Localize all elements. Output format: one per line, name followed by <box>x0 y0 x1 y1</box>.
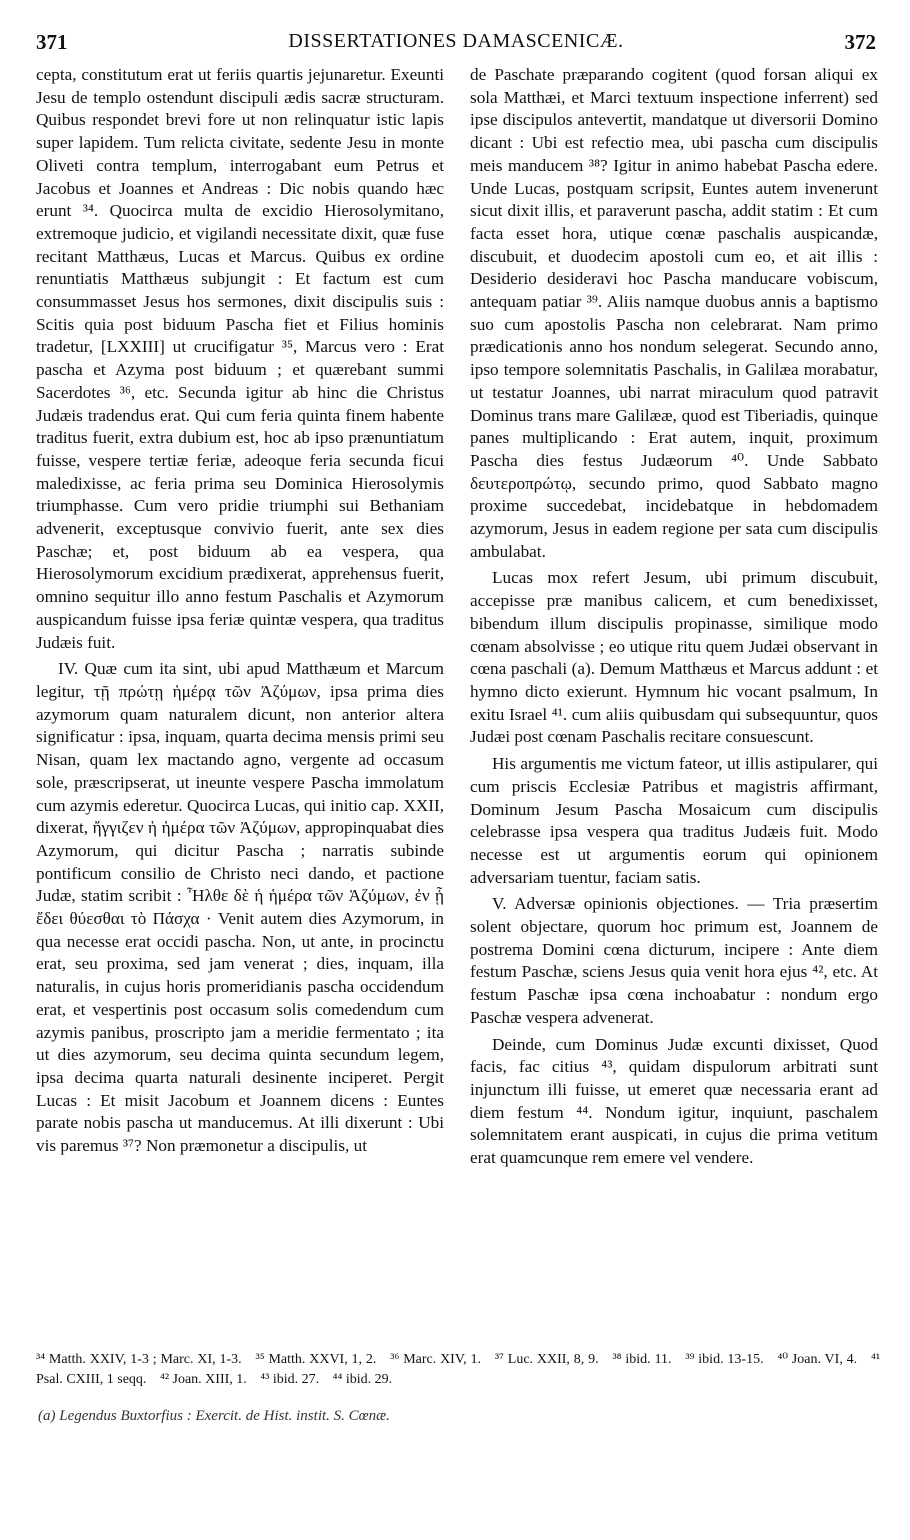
paragraph: de Paschate præparando cogitent (quod forsan aliqui ex sola Matthæi, et Marci textuum inspectione inferrent) sed ipse discipulos antevertit, mandatque ut diversorii Domino dicant : Ubi est refectio mea, ubi pascha cum discipulis meis manducem ³⁸? Igitur in animo habebat Pascha edere. Unde Lucas, postquam scripsit, Euntes autem invenerunt sicut dixit illis, et paraverunt pascha, addit statim : Et cum facta esset hora, utique cœnæ paschalis auspicandæ, discubuit, et duodecim apostoli cum eo, et ait illis : Desiderio desideravi hoc Pascha manducare vobiscum, antequam patiar ³⁹. Aliis namque duobus annis a baptismo suo cum apostolis Pascha non celebrarat. Nam primo prædicationis anno hos nondum selegerat. Secundo anno, ipso tempore solemnitatis Paschalis, in Galilæa morabatur, ut testatur Joannes, ubi narrat miraculum quod patravit Dominus trans mare Galilææ, quod est Tiberiadis, quinque panes multiplicando : Erat autem, inquit, proximum Pascha dies festus Judæorum ⁴⁰. Unde Sabbato δευτεροπρώτῳ, secundo primo, quod Sabbato magno proxime succedebat, incidebatque in hebdomadem azymorum, Jesus in eadem regione per sata cum discipulis ambulabat. <box>470 65 878 561</box>
paragraph: Lucas mox refert Jesum, ubi primum discubuit, accepisse præ manibus calicem, et cum benedixisset, bibendum illum discipulis propinasse, similique modo cœnam absolvisse ; eo utique ritu quem Judæi observant in cœna paschali (a). Demum Matthæus et Marcus addunt : et hymno dicto exierunt. Hymnum hic vocant psalmum, In exitu Israel ⁴¹. cum aliis quibusdam qui subsequuntur, quos Judæi post cœnam Paschalis recitare consuescunt. <box>470 568 878 747</box>
footnotes <box>36 1350 880 1390</box>
footnote: ⁴⁴ ibid. 29. <box>332 1372 393 1387</box>
left-column <box>36 64 444 1158</box>
right-column <box>470 64 878 1170</box>
paragraph: cepta, constitutum erat ut feriis quartis jejunaretur. Exeunti Jesu de templo ostendunt discipuli ædis sacræ structuram. Quibus respondet brevi fore ut non relinquatur istic lapis super lapidem. Tum relicta civitate, sedente Jesu in monte Oliveti contra templum, interrogabant eum Petrus et Jacobus et Joannes et Andreas : Dic nobis quando hæc erunt ³⁴. Quocirca multa de excidio Hierosolymitano, extremoque judicio, et vigilandi necessitate dixit, quæ fuse recitant Matthæus, Lucas et Marcus. Quibus ex ordine renuntiatis Matthæus subjungit : Et factum est cum consummasset Jesus hos sermones, dixit discipulis suis : Scitis quia post biduum Pascha fiet et Filius hominis tradetur, [LXXIII] ut crucifigatur ³⁵, Marcus vero : Erat pascha et Azyma post biduum ; et quærebant summi Sacerdotes ³⁶, etc. Secunda igitur ab hinc die Christus Judæis tradendus erat. Qui cum feria quinta finem habente traditus fuerit, extra dubium est, hoc ab ipso prænuntiatum fuisse, vespere tertiæ feriæ, adeoque feria secunda ficui maledixisse, ac feria prima seu Dominica Hierosolymis triumphasse. Cum vero pridie triumphi sui Bethaniam advenerit, exceptusque convivio fuerit, ante sex dies Paschæ; et, post biduum ab ea vespera, qua Hierosolymorum excidium prædixerat, apprehensus fuerit, omnino sequitur illo anno festum Paschalis et Azymorum auspicandum fuisse ipsa feriæ quintæ vespera, qua traditus Judæis fuit. <box>36 65 444 652</box>
text-columns <box>36 64 880 1324</box>
page-header <box>36 30 876 64</box>
footnote: ³⁸ ibid. 11. <box>612 1352 672 1367</box>
running-title: DISSERTATIONES DAMASCENICÆ. <box>288 30 624 52</box>
paragraph: His argumentis me victum fateor, ut illis astipularer, qui cum priscis Ecclesiæ Patribus et magistris affirmant, Dominum Jesum Pascha Mosaicum cum discipulis celebrasse ipsa vespera qua traditus Judæis fuit. Modo necesse est ut argumentis eorum qui opinionem adversariam tuentur, faciam satis. <box>470 754 878 887</box>
page-number-left: 371 <box>36 30 68 54</box>
footnote: ⁴¹ Psal. CXIII, 1 seqq. <box>36 1352 881 1387</box>
footnote: ³⁹ ibid. 13-15. <box>685 1352 764 1367</box>
footnote: ³⁷ Luc. XXII, 8, 9. <box>494 1352 599 1367</box>
paragraph: Deinde, cum Dominus Judæ excunti dixisset, Quod facis, fac citius ⁴³, quidam dispulorum arbitrati sunt injunctum illi fuisse, ut emeret quæ necessaria erant ad diem festum ⁴⁴. Nondum igitur, inquiunt, paschalem solemnitatem erant auspicati, in cujus die prima vetitum erat quamcunque rem emere vel vendere. <box>470 1034 878 1168</box>
footnote: ³⁴ Matth. XXIV, 1-3 ; Marc. XI, 1-3. <box>36 1352 242 1367</box>
footnote: ⁴³ ibid. 27. <box>260 1372 320 1387</box>
footnote: ³⁶ Marc. XIV, 1. <box>390 1352 481 1367</box>
footnote: ⁴² Joan. XIII, 1. <box>159 1372 247 1387</box>
paragraph-section-iv: IV. Quæ cum ita sint, ubi apud Matthæum et Marcum legitur, τῇ πρώτῃ ἡμέρᾳ τῶν Ἀζύμων, ipsa prima dies azymorum quam naturalem dicunt, non anterior altera significatur : ipsa, inquam, quarta decima mensis primi seu Nisan, quam lex mactando agno, vergente ad occasum sole, præscripserat, ut ineunte vespere Pascha immolatum cum azymis ederetur. Quocirca Lucas, qui initio cap. XXII, dixerat, ἤγγιζεν ἡ ἡμέρα τῶν Ἀζύμων, appropinquabat dies Azymorum, qui dicitur Pascha ; narratis subinde pontificum consilio de Christo neci dando, et pactione Judæ, statim scribit : Ἦλθε δὲ ἡ ἡμέρα τῶν Ἀζύμων, ἐν ᾗ ἔδει θύεσθαι τὸ Πάσχα · Venit autem dies Azymorum, in qua necesse erat occidi pascha. Non, ut ante, in procinctu erat, seu proxima, sed jam venerat ; dies, inquam, illa naturalis, in cujus horis promeridianis pascha occidendum erat, et vespertinis post occasum solis comedendum cum azymis panibus, proscripto jam a meridie fermentato ; ita ut dies azymorum, seu decima quinta secundum legem, ipsa decima quarta naturali desinente inciperet. Pergit Lucas : Et misit Jacobum et Joannem dicens : Euntes parate nobis pascha ut manducemus. At illi dixerunt : Ubi vis paremus ³⁷? Non præmonetur a discipulis, ut <box>36 659 444 1156</box>
paragraph-section-v: V. Adversæ opinionis objectiones. — Tria præsertim solent objectare, quorum hoc primum est, Joannem de postrema Domini cœna dicturum, incipere : Ante diem festum Paschæ, sciens Jesus quia venit hora ejus ⁴², etc. At festum Paschæ ipsa cœna inchoabatur : nondum ergo Paschæ vespera advenerat. <box>470 894 878 1027</box>
footnote: ³⁵ Matth. XXVI, 1, 2. <box>255 1352 377 1367</box>
page-number-right: 372 <box>844 30 876 54</box>
editor-note: (a) Legendus Buxtorfius : Exercit. de Hist. instit. S. Cœnæ. <box>38 1408 390 1424</box>
footnote: ⁴⁰ Joan. VI, 4. <box>777 1352 858 1367</box>
